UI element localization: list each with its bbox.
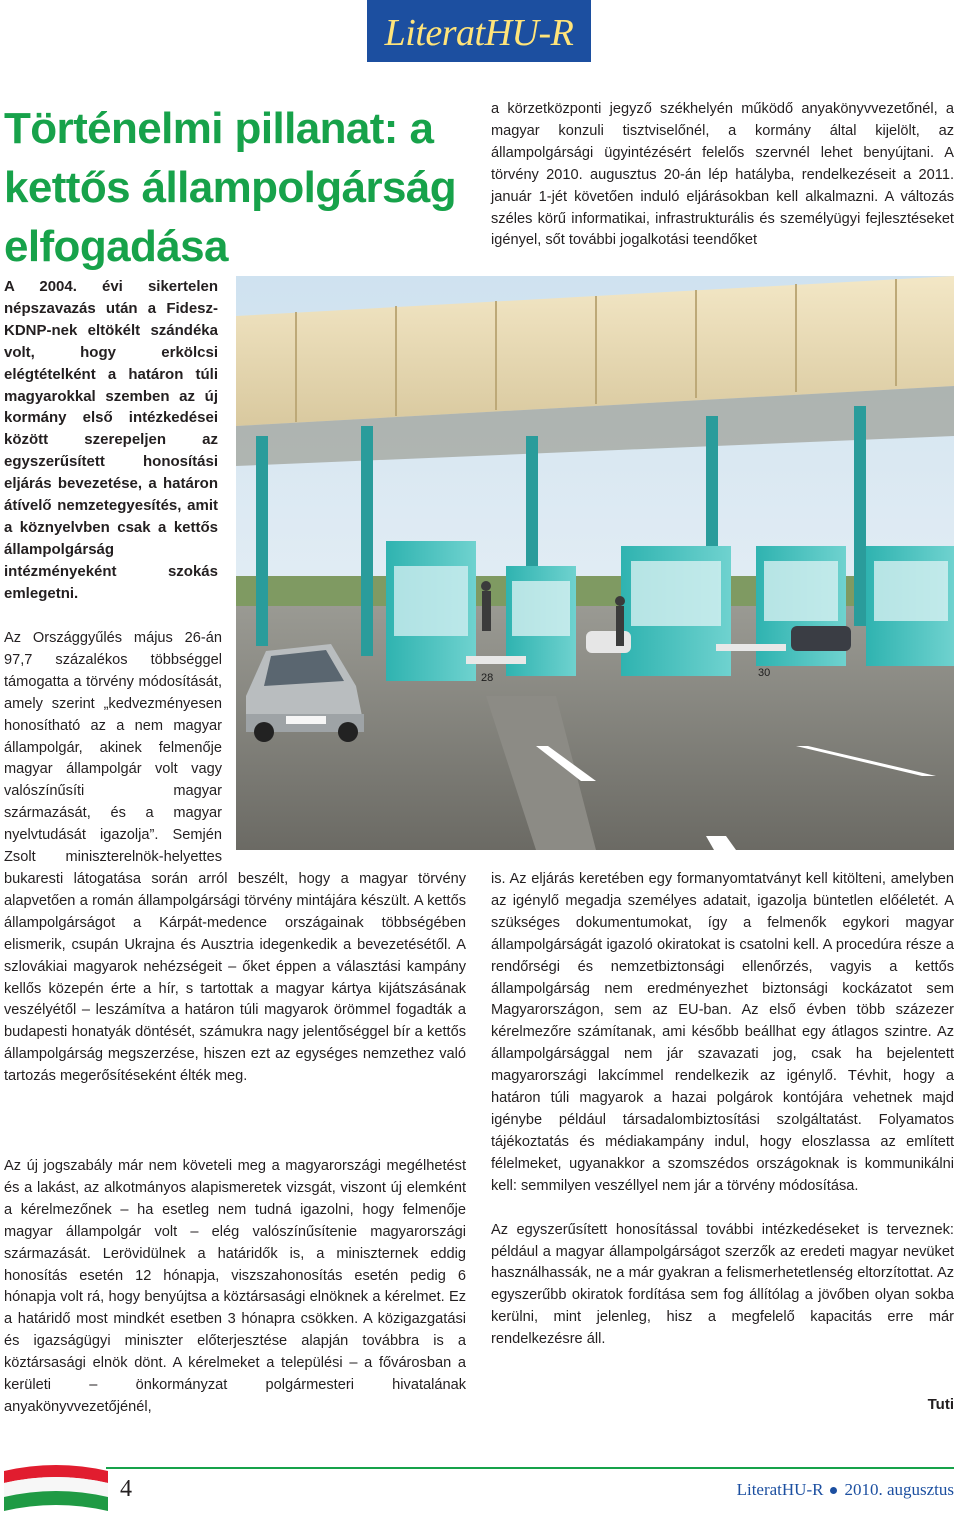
- footer-issue-date: 2010. augusztus: [844, 1480, 954, 1499]
- page-number: 4: [120, 1476, 132, 1502]
- right-column-top-text: a körzetközponti jegyző székhelyén működő anyakönyvvezetőnél, a magyar konzuli tisztviselőnél, a kormány által kijelölt, az állampolgársági ügyintézésért felelős szervnél lehet benyújtani. A törvény 2010. augusztus 20-án lép hatályba, rendelkezéseit a 2011. január 1-jét követően induló eljárásokban kell alkalmazni. A változás széles körű informatikai, infrastrukturális és személyügyi fejlesztéseket igényel, sőt további jogalkotási teendőket: [491, 101, 954, 249]
- left-column-paragraph-2: Az új jogszabály már nem követeli meg a magyarországi megélhetést és a lakást, az alkotmányos alapismeretek vizsgát, viszont új elemként a kérelmezőnek – ha esetleg nem tudná igazolni, hogy felmenője magyar állampolgár volt – elég valószínűsítenie magyarországi származását. Lerövidülnek a határidők is, a miniszternek eddig honosítás esetén 12 hónapja, viszszahonosítás esetén pedig 6 hónapja volt rá, hogy benyújtsa a köztársasági elnöknek a kérelmet. Ez a határidő most mindkét esetben 3 hónapra csökken. A közigazgatási és igazságügyi miniszter előterjesztése alapján továbbra is a köztársasági elnök dönt. A kérelmeket a települési – a fővárosban a kerületi – önkormányzat polgármesteri hivatalának anyakönyvvezetőjénél,: [4, 1158, 466, 1415]
- masthead: [367, 0, 591, 62]
- article-lead: A 2004. évi sikertelen népszavazás után a Fidesz-KDNP-nek eltökélt szándéka volt, hogy erkölcsi elégtételként a határon túli magyarokkal szemben az új kormány első intézkedései között szerepeljen az egyszerűsített honosítási eljárás bevezetése, a határon átívelő nemzetegyesítés, amit a köznyelvben csak a kettős állampolgárság intézményeként szokás emlegetni.: [4, 278, 218, 602]
- footer-publication-info: [737, 1480, 954, 1500]
- hungarian-flag-icon: [4, 1463, 108, 1515]
- right-column-paragraph-2: Az egyszerűsített honosítással további intézkedéseket is terveznek: például a magyar állampolgárságot szerzők az eredeti magyar nevüket használhassák, ne a már gyakran a felismerhetetlenség eltorzítottat. Az egyszerűbb okiratok fordítása sem fog állítólag a jövőben olyan sokba kerülni, mint jelenleg, hisz a megfelelő kapacitás erre már rendelkezésre áll.: [491, 1221, 954, 1348]
- footer-divider: [106, 1467, 954, 1469]
- left-column-paragraph-1-text: Az Országgyűlés május 26-án 97,7 százalékos többséggel támogatta a törvény módosítását, amely szerint „kedvezményesen honosítható az a nem magyar állampolgár, akinek felmenője magyar állampolgár volt vagy valószínűsíti magyar származását, és a magyar nyelvtudását igazolja”. Semjén Zsolt miniszterelnök-helyettes bukaresti látogatása során arról beszélt, hogy a magyar törvény alapvetően a román állampolgársági törvény mintájára készült. A kettős állampolgárságot a Kárpát-medence országainak többségében elismerik, csupán Ukrajna és Ausztria idegenkedik a bevezetésétől. A szlovákiai magyarok nehézségeit – őket éppen a választási kampány kellős közepén érte a hír, s tartottak a magyar kártya kijátszásának veszélyétől – leszámítva a határon túli magyarok örömmel fogadták a budapesti honatyák döntését, számukra nagy jelentőséggel bír a kettős állampolgárság megszerzése, hiszen ezt az egységes nemzethez való tartozás megerősítéseként élték meg.: [4, 630, 466, 1085]
- masthead-title: LiteratHU-R: [384, 12, 574, 54]
- right-column-bottom: [491, 869, 954, 1351]
- booth-number-28: 28: [481, 672, 494, 684]
- separator-dot: [830, 1487, 837, 1494]
- photo-wrap-gap: [222, 628, 466, 854]
- booth-number-30: 30: [758, 667, 771, 679]
- author-signature: Tuti: [927, 1396, 954, 1413]
- footer-publication-name: LiteratHU-R: [736, 1480, 824, 1499]
- left-column-paragraph-1: [4, 628, 466, 1088]
- right-column-paragraph-1: is. Az eljárás keretében egy formanyomtatványt kell kitölteni, amelyben az igénylő megadja személyes adatait, igazolja büntetlen előéletét. A szükséges dokumentumokat, így a felmenők egykori magyar állampolgárságát igazoló okiratokat is csatolni kell. A procedúra része a rendőrségi és nemzetbiztonsági ellenőrzés, vagyis a kettős állampolgárság nem eredményezhet biztonsági kockázatot sem Magyarországon, sem az EU-ban. Az első évben több százezer kérelmezőre számítanak, ami később beállhat egy átlagos szintre. Az állampolgársággal nem jár szavazati jog, csak ha bejelentett magyarországi lakcímmel rendelkezik az igénylő. Tévhit, hogy a határon túli magyarok a hazai polgárok kontójára vehetnek majd igénybe például társadalombiztosítási szolgáltatást. Folyamatos tájékoztatás és médiakampány indul, hogy eloszlassa az említett félelmeket, ugyanakkor a szomszédos országoknak is kommunikálni kell: semmilyen veszéllyel nem jár a törvény módosítása.: [491, 871, 954, 1194]
- article-headline: Történelmi pillanat: a kettős állampolgárság elfogadása: [4, 104, 456, 271]
